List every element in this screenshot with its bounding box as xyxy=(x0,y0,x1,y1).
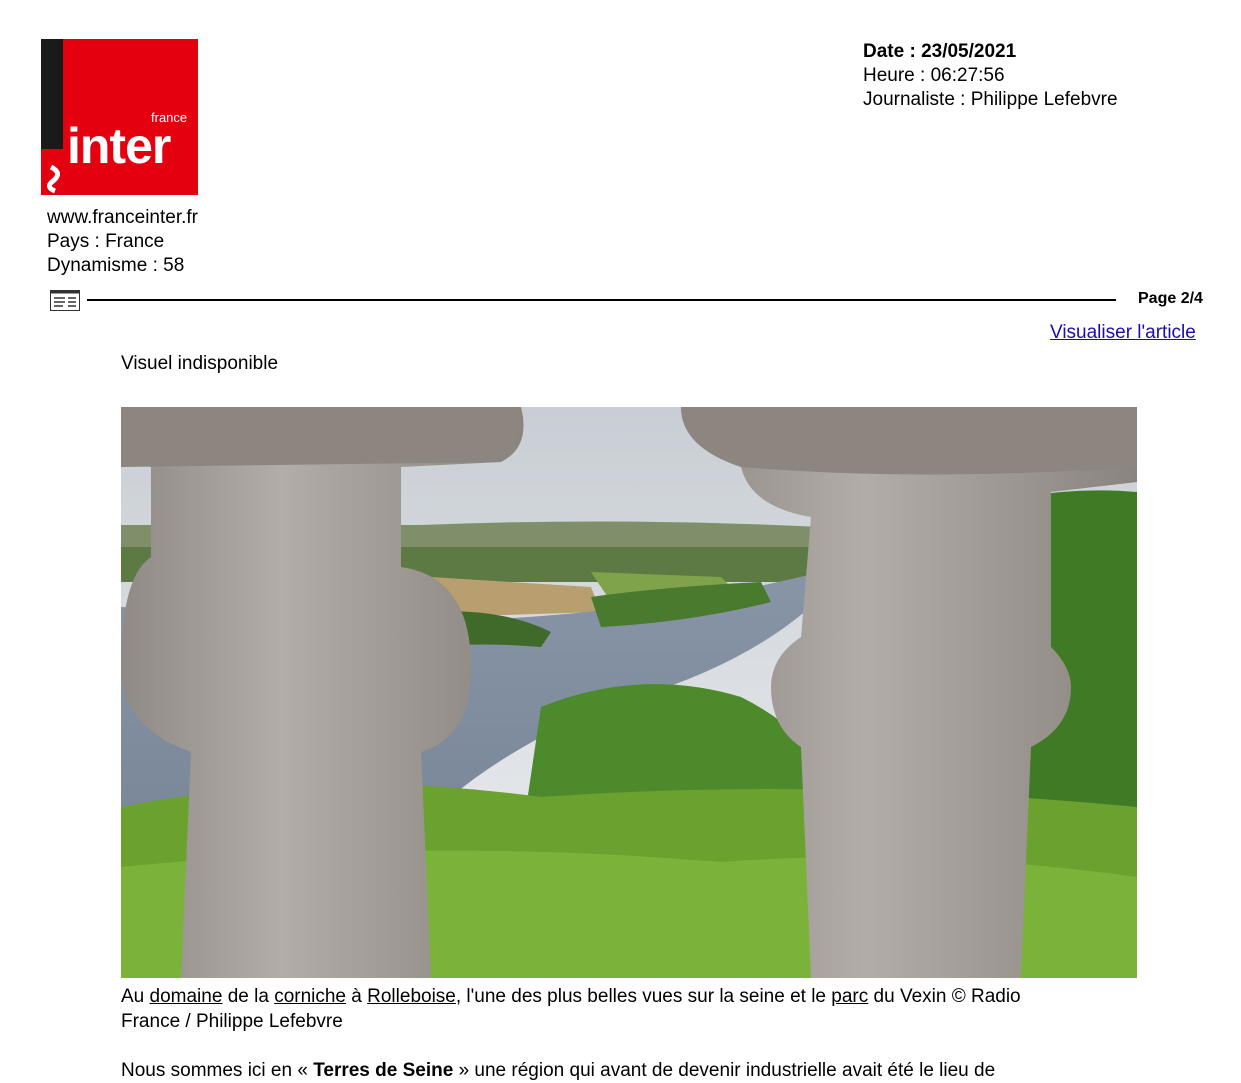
journalist: Journaliste : Philippe Lefebvre xyxy=(863,89,1118,110)
view-article-link[interactable]: Visualiser l'article xyxy=(1050,322,1196,343)
caption-link-corniche[interactable]: corniche xyxy=(274,986,347,1007)
body-text: Nous sommes ici en « xyxy=(121,1060,314,1081)
caption-text: de la xyxy=(222,986,275,1007)
time: Heure : 06:27:56 xyxy=(863,65,1005,86)
article-photo xyxy=(121,407,1137,978)
body-bold-text: Terres de Seine xyxy=(313,1060,454,1081)
article-meta xyxy=(863,40,1118,112)
country: Pays : France xyxy=(47,231,165,252)
caption-text: à xyxy=(346,986,368,1007)
logo-dark-band xyxy=(41,39,63,149)
caption-link-domaine[interactable]: domaine xyxy=(149,986,223,1007)
logo-small-text: france xyxy=(151,110,188,125)
caption-credit: France / Philippe Lefebvre xyxy=(121,1011,343,1032)
date: Date : 23/05/2021 xyxy=(863,41,1017,62)
logo-word: inter xyxy=(67,118,171,174)
caption-text: , l'une des plus belles vues sur la seine et le xyxy=(455,986,832,1007)
caption-link-parc[interactable]: parc xyxy=(831,986,869,1007)
caption-text: Au xyxy=(121,986,150,1007)
article-icon xyxy=(50,290,80,311)
dynamism: Dynamisme : 58 xyxy=(47,255,185,276)
logo-swoosh-icon xyxy=(41,159,81,195)
france-inter-logo xyxy=(41,39,198,195)
caption-text: du Vexin © Radio xyxy=(868,986,1021,1007)
website: www.franceinter.fr xyxy=(47,207,198,228)
source-info xyxy=(47,206,198,278)
page-number: Page 2/4 xyxy=(1138,290,1203,307)
article-body xyxy=(121,1058,1121,1083)
divider-line xyxy=(87,299,1116,301)
photo-caption xyxy=(121,984,1121,1034)
caption-link-rolleboise[interactable]: Rolleboise xyxy=(367,986,456,1007)
unavailable-visual-label: Visuel indisponible xyxy=(121,353,279,374)
body-text: » une région qui avant de devenir industrielle avait été le lieu de xyxy=(453,1060,996,1081)
